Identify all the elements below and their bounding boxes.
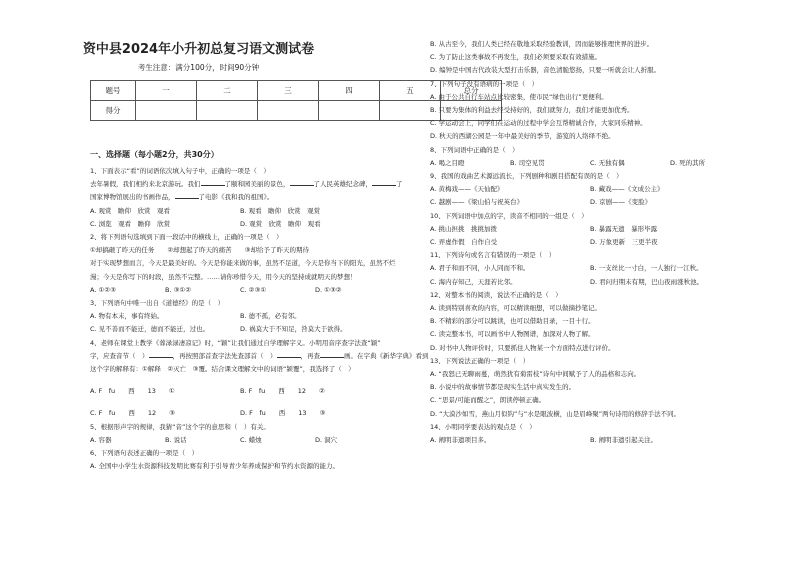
question-stem: 4、老师在课堂上教学《蓉渌渌凄凉记》时，“颖”让我们通过自学理解字义。小明用音序查字法查“颖” — [90, 338, 381, 347]
option-d: D. 万象更新 三更半夜 — [590, 238, 658, 247]
text-fragment: 去年暑假，我们相约来北京游玩。我们 — [90, 180, 201, 189]
option-a: A. “我怒已无聊雨蔓，萌然犹有菊雷枝”诗句中间赋予了人的品格和志向。 — [430, 370, 641, 379]
option-c: C. 为了防止这类事故不再发生，我们必须要采取有效措施。 — [430, 53, 602, 62]
question-stem: 3、下列语句中唯一出自《道德经》的是（ ） — [90, 299, 225, 308]
option-b: B. 只要为集体的利益去经受持好的，我们就努力，我们才能更加优秀。 — [430, 106, 634, 115]
score-table-header: 五 — [380, 81, 441, 101]
option-c: C. 弄虚作假 自作自受 — [430, 238, 498, 247]
option-c: C. 越剧——《梁山伯与祝英台》 — [430, 198, 524, 207]
option-a: A. 容器 — [90, 435, 112, 444]
option-d: D. 对书中人物评价时，只要抓住人物某一个方面特点进行评价。 — [430, 343, 615, 352]
option-b: B. F fu 西 12 ② — [240, 387, 325, 396]
option-b: B. 一支丝比一寸白，一人独行一江秋。 — [590, 264, 703, 273]
question-text — [90, 350, 429, 363]
option-c: C. 无独有偶 — [590, 158, 625, 167]
option-d: D. “大漠沙如雪，燕山月似钩”与“水是眼波横，山是眉峰聚”两句诗用的修辞手法不同。 — [430, 409, 681, 418]
question-text: 漫；今天是你写下的时段，虽然不完整。……请你珍惜今天，用今天的坚持成就明天的梦想！ — [90, 272, 357, 281]
question-text: ①却搞砸了昨天的任务 ②却想起了昨天的痛苦 ③却给予了昨天的期待 — [90, 246, 309, 255]
option-a: A. 由于公共自行车站点比较密集，使市民“绿色出行”更便利。 — [430, 92, 608, 101]
options-row — [90, 310, 390, 323]
option-c: C. 蜡烛 — [240, 435, 262, 444]
option-d: D. 秋天的西湖公园是一年中最美好的季节，游览的人络绎不绝。 — [430, 132, 615, 141]
answer-blank — [149, 350, 173, 358]
option-d: D. ①③② — [315, 285, 342, 294]
exam-notice: 考生注意：满分100分，时间90分钟 — [137, 63, 260, 72]
option-d: D. 洞穴 — [315, 435, 338, 444]
option-b: B. 说话 — [165, 435, 187, 444]
option-a: A. 阐明非遗项目多。 — [430, 436, 491, 445]
answer-blank — [372, 178, 396, 186]
score-cell — [319, 101, 380, 121]
option-c: C. 浏览 观看 瞻仰 欣赏 — [90, 219, 171, 228]
option-b: B. 德不孤，必有邻。 — [240, 312, 301, 321]
option-a: A. 全国中小学生水资源科技发明比赛有利于引导青少年养成保护和节约水资源的能力。 — [90, 462, 339, 471]
option-a: A. 黄梅戏——《天仙配》 — [430, 185, 504, 194]
score-table-header: 三 — [258, 81, 319, 101]
question-stem: 1、下面表示“看”的词语依次填入句子中，正确的一项是（ ） — [90, 167, 270, 175]
options-row — [430, 434, 750, 447]
text-fragment: 了电影《我和我的祖国》。 — [198, 193, 274, 202]
text-fragment: 了颐和园美丽的景色， — [224, 180, 290, 189]
answer-blank — [201, 178, 225, 186]
text-fragment: 了 — [396, 180, 403, 189]
question-stem: 11、下列诗句或名言有错误的一项是（ ） — [430, 251, 556, 260]
option-b: B. 小说中的故事情节都是现实生活中真实发生的。 — [430, 383, 576, 392]
options-row — [430, 157, 750, 170]
score-cell — [136, 101, 197, 121]
options-row — [90, 407, 390, 420]
score-table-header: 一 — [136, 81, 197, 101]
options-row — [90, 284, 390, 297]
option-a: A. 喝之目瞪 — [430, 158, 465, 167]
score-table-header: 总分 — [441, 81, 502, 101]
answer-blank — [277, 350, 301, 358]
options-row — [430, 262, 750, 275]
answer-blank — [320, 350, 344, 358]
answer-blank — [175, 191, 199, 199]
question-stem: 5、根据形声字的规律，我猜“音”这个字的意思和（ ）有关。 — [90, 422, 270, 431]
text-fragment: 字，应查音节（ ） — [90, 351, 149, 360]
question-stem: 12、对整本书的阅读，说法不正确的是（ ） — [430, 290, 562, 299]
page-title: 资中县2024年小升初总复习语文测试卷 — [82, 42, 315, 57]
right-column — [430, 38, 750, 447]
option-a: A. 君子和而不同，小人同而不和。 — [430, 264, 530, 273]
option-d: D. 观赏 欣赏 瞻仰 观看 — [240, 219, 321, 228]
question-stem: 7、下列句子没有语病的一项是（ ） — [430, 79, 539, 88]
option-c: C. 学运动会上，同学们在运动的过程中学会互帮精诚合作，大家同乐精神。 — [430, 119, 647, 128]
option-b: B. 暴露无遗 暴形毕露 — [590, 224, 658, 233]
option-a: A. ①②③ — [90, 285, 116, 294]
options-row — [90, 434, 390, 447]
score-cell — [258, 101, 319, 121]
question-text — [90, 178, 403, 191]
option-a: A. F fu 西 13 ① — [90, 387, 175, 396]
option-d: D. 京剧——《变脸》 — [590, 198, 652, 207]
text-fragment: ，再查 — [300, 351, 320, 360]
option-c: C. ②③① — [240, 285, 267, 294]
question-text: 这个字的解释有：①解释 ②灭亡 ③覆。结合课文理解文中的词语“颍覆”，我选择了（ ） — [90, 365, 355, 374]
option-c: C. 读完整本书，可以画书中人物图谱，加深对人物了解。 — [430, 330, 595, 339]
options-row — [90, 323, 390, 336]
question-text: 对于实现梦想而言，今天是最美好的。今天是你能来做的事，虽然不足道，今天是你当下的阳光，虽然不烂 — [90, 259, 396, 268]
answer-blank — [290, 178, 314, 186]
score-cell — [197, 101, 258, 121]
score-table-header: 题号 — [91, 81, 136, 101]
option-b: B. 不精彩的部分可以跳读，也可以借助目录，一目十行。 — [430, 317, 595, 326]
option-d: D. 祸莫大于不知足，咎莫大于欲得。 — [240, 325, 347, 334]
options-row — [430, 276, 750, 289]
option-b: B. ③①② — [165, 285, 192, 294]
score-table-header: 四 — [319, 81, 380, 101]
section-heading: 一、选择题（每小题2分，共30分） — [90, 150, 219, 159]
question-stem: 10、下列词语中加点的字，读音不相同的一组是（ ） — [430, 211, 588, 220]
question-stem: 13、下列说法正确的一项是（ ） — [430, 356, 530, 365]
question-stem: 2、将下列语句选填到下面一段话中的横线上，正确的一项是（ ） — [90, 233, 283, 242]
left-column — [90, 165, 429, 473]
option-a: A. 物有本末，事有终始。 — [90, 312, 164, 321]
option-c: C. F fu 西 12 ③ — [90, 409, 175, 418]
option-a: A. 挑山担挑 挑挑加拨 — [430, 224, 497, 233]
score-table-header: 二 — [197, 81, 258, 101]
question-stem: 8、下列词语中正确的是（ ） — [430, 145, 519, 154]
question-text — [90, 191, 390, 204]
text-fragment: ，再按照部首查字法先查部首（ ） — [172, 351, 277, 360]
option-b: B. 从古至今，我们人类已经在敬地采取经验教训，因而能够推理世界的进步。 — [430, 40, 654, 48]
question-stem: 6、下列语句表述正确的一项是（ ） — [90, 449, 199, 458]
options-row — [430, 196, 750, 209]
option-d: D. 君问归期未有期，巴山夜雨涨秋池。 — [590, 277, 704, 286]
text-fragment: 了人民英雄纪念碑， — [313, 180, 372, 189]
text-fragment: 国家博物馆展出的书画作品， — [90, 193, 175, 202]
option-b: B. 阐明非遗引起关注。 — [590, 436, 658, 445]
option-c: C. 海内存知己，天涯若比邻。 — [430, 277, 517, 286]
question-stem: 14、小明同学要表达的观点是（ ） — [430, 422, 536, 431]
options-row — [430, 223, 750, 236]
options-row — [90, 205, 390, 218]
option-b: B. 藏戏——《文成公主》 — [590, 185, 664, 194]
score-row-label: 得分 — [91, 101, 136, 121]
option-c: C. 见不善而不能迁，德而不能迁，过也。 — [90, 325, 210, 334]
option-c: C. “思景/可能而醒之”，朗读停顿正确。 — [430, 396, 546, 405]
option-d: D. 死的其所 — [670, 158, 706, 167]
options-row — [90, 385, 390, 398]
text-fragment: 画。在字典《新华字典》看到 — [344, 351, 429, 360]
question-stem: 9、我国的戏曲艺术源远流长，下列剧种和剧目搭配有误的是（ ） — [430, 172, 623, 181]
options-row — [430, 236, 750, 249]
option-d: D. F fu 西 13 ③ — [240, 409, 326, 418]
option-a: A. 读到特别喜欢的内容，可以精读细想，可以做摘抄笔记。 — [430, 304, 601, 313]
option-a: A. 观赏 瞻仰 欣赏 观看 — [90, 206, 170, 215]
options-row — [430, 183, 750, 196]
option-b: B. 司空见贯 — [510, 158, 545, 167]
options-row — [90, 218, 390, 231]
option-d: D. 编钟是中国古代改装大型打击乐器，音色清脆悠扬，只要一听就会让人折服。 — [430, 66, 661, 75]
option-b: B. 观看 瞻仰 欣赏 观赏 — [240, 206, 321, 215]
